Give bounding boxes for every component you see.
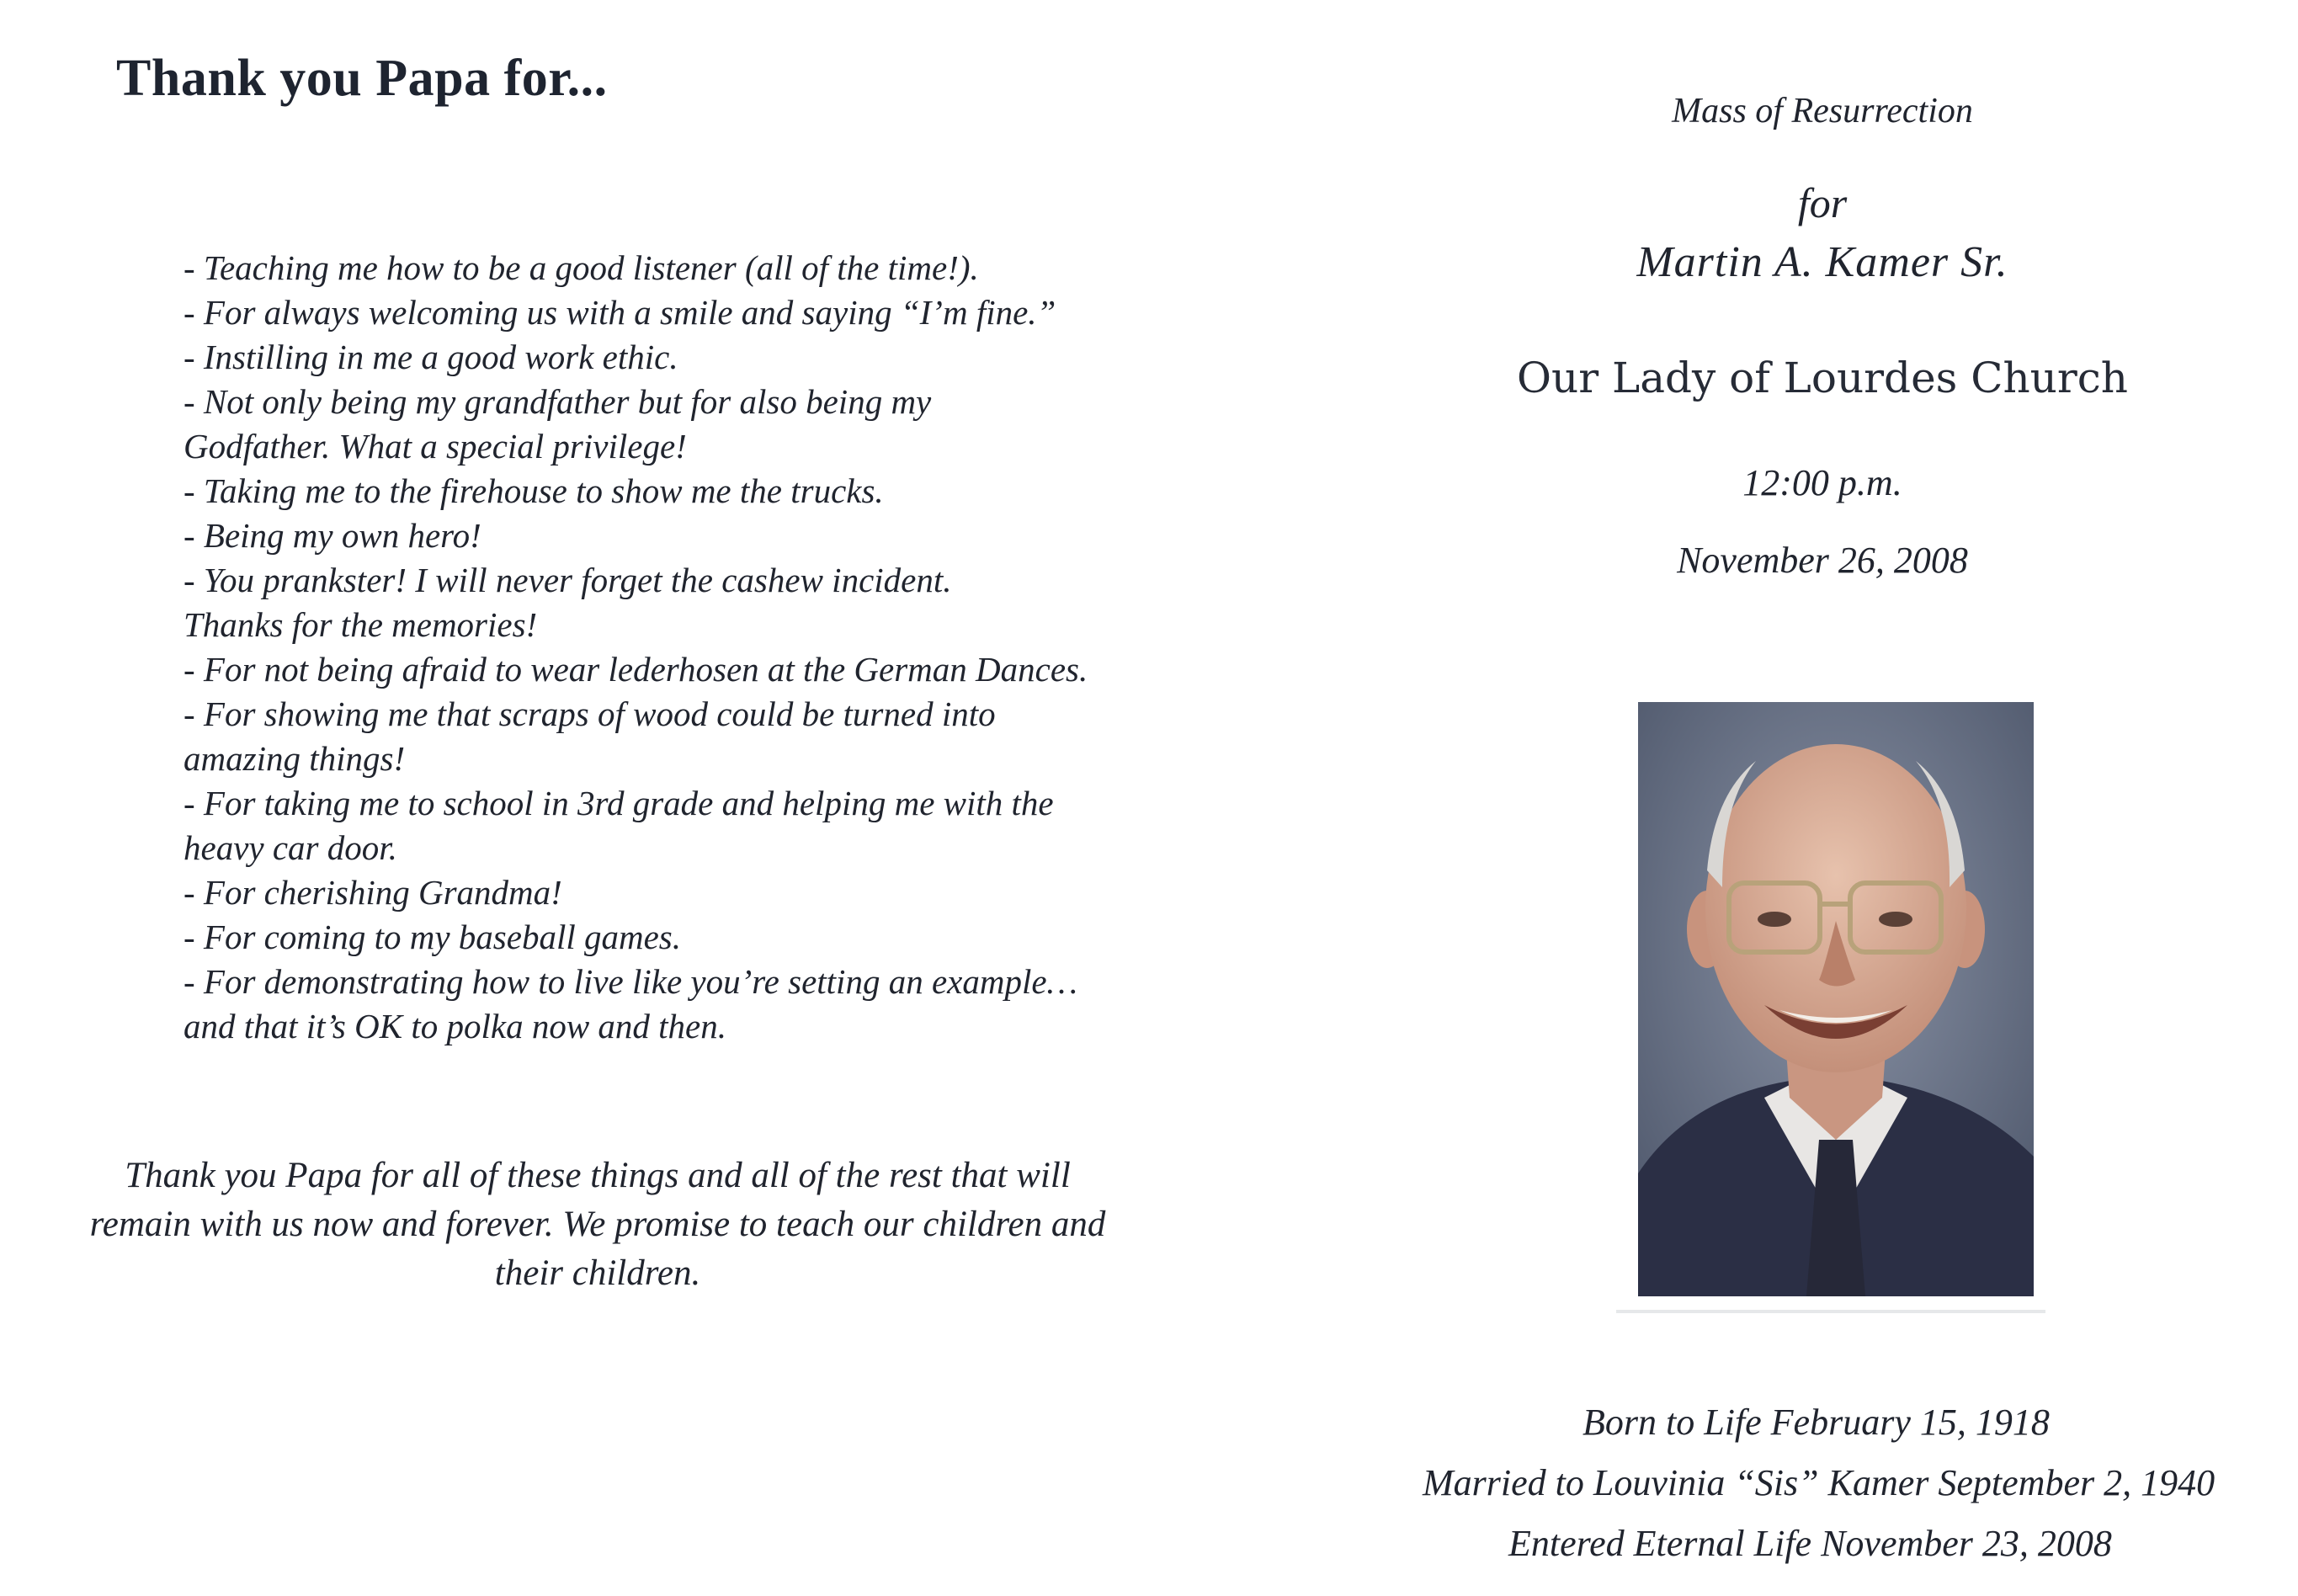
deceased-name: Martin A. Kamer Sr.	[1636, 238, 2008, 286]
list-item: - For taking me to school in 3rd grade and helping me with the heavy car door.	[184, 784, 1054, 867]
church-name: Our Lady of Lourdes Church	[1517, 354, 2128, 402]
right-panel	[1347, 0, 2298, 1596]
list-item: - For cherishing Grandma!	[184, 873, 562, 912]
mass-title: Mass of Resurrection	[1672, 92, 1973, 130]
list-item: - Instilling in me a good work ethic.	[184, 338, 678, 376]
list-item: - For not being afraid to wear lederhosen at the German Dances.	[184, 650, 1088, 689]
portrait-photo	[1638, 702, 2034, 1296]
list-item: - For coming to my baseball games.	[184, 918, 681, 956]
list-item: - For demonstrating how to live like you’re setting an example… and that it’s OK to polka now and then.	[184, 962, 1077, 1045]
list-item: - Taking me to the firehouse to show me the trucks.	[184, 471, 884, 510]
list-item: - Not only being my grandfather but for also being my Godfather. What a special privilege!	[184, 382, 932, 466]
list-item: - Teaching me how to be a good listener (all of the time!).	[184, 248, 979, 287]
photo-underline	[1616, 1310, 2045, 1313]
list-item: - For showing me that scraps of wood could be turned into amazing things!	[184, 694, 996, 778]
service-time: 12:00 p.m.	[1742, 462, 1902, 503]
list-item: - You prankster! I will never forget the cashew incident. Thanks for the memories!	[184, 561, 952, 644]
married-line: Married to Louvinia “Sis” Kamer September 2, 1940	[1423, 1462, 2216, 1503]
portrait-illustration	[1638, 702, 2034, 1296]
for-label: for	[1797, 179, 1848, 226]
list-item: - Being my own hero!	[184, 516, 481, 555]
list-item: - For always welcoming us with a smile and saying “I’m fine.”	[184, 293, 1056, 332]
thanks-list	[184, 246, 1194, 1049]
born-line: Born to Life February 15, 1918	[1583, 1402, 2050, 1443]
entered-line: Entered Eternal Life November 23, 2008	[1508, 1523, 2112, 1564]
service-date: November 26, 2008	[1677, 540, 1968, 581]
closing-paragraph: Thank you Papa for all of these things and all of the rest that will remain with us now and forever. We promise to teach our children and their children.	[89, 1156, 1106, 1293]
thanks-heading: Thank you Papa for...	[116, 50, 608, 107]
